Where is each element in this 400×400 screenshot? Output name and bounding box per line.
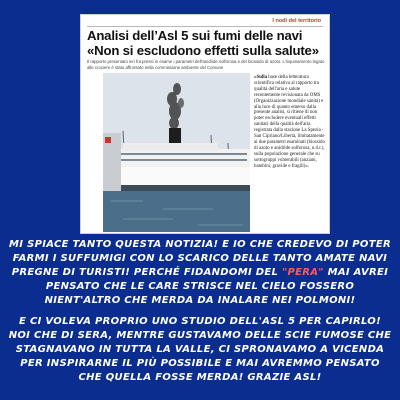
comment-paragraph-1 bbox=[8, 238, 392, 308]
article-lead: «Sulla bbox=[254, 75, 268, 80]
comment-p1-before: MI SPIACE TANTO QUESTA NOTIZIA! E IO CHE CREDEVO DI POTER FARMI I SUFFUMIGI CON LO SCARICO DELLE TANTO AMATE NAVI PREGNE DI TURISTI! PERCHÉ FIDANDOMI DEL bbox=[9, 239, 391, 278]
ship-smoke-photo bbox=[103, 73, 250, 232]
comment-paragraph-2: E CI VOLEVA PROPRIO UNO STUDIO DELL'ASL 5 PER CAPIRLO! NOI CHE DI SERA, MENTRE GUSTAVAMO DELLE SCIE FUMOSE CHE STAGNAVANO IN TUTTA LA VALLE, CI SPRONAVAMO A VICENDA PER INSPIRARNE IL PIÙ POSSIBILE E MAI AVREMMO PENSATO CHE QUELLA FOSSE MERDA! GRAZIE ASL! bbox=[8, 316, 392, 383]
headline-line-2: «Non si escludono effetti sulla salute» bbox=[87, 42, 319, 58]
article-lede: Il rapporto presentato ieri fra pressi in esame i parametri dell'anidride solforosa e del biossido di azoto. L'inquinamento legato alle crociere è stato affrontato nella commissione ambiente del Comune bbox=[87, 59, 325, 70]
newspaper-clipping bbox=[80, 14, 330, 234]
pera-highlight: "PERA" bbox=[281, 267, 324, 278]
ship-smoke-illustration bbox=[103, 73, 250, 232]
comment-p1-after: MAI AVREI PENSATO CHE LE CARE STRISCE NEL CIELO FOSSERO NIENT'ALTRO CHE MERDA DA INALARE NEI POLMONI! bbox=[44, 267, 389, 306]
section-divider bbox=[87, 26, 323, 27]
article-text: base della letteratura scientifica relativa al rapporto tra qualità dell'aria e salute recentemente revisionata da OMS (Organizzazione mondiale sanità) e alla luce di quanto emerso dalla presente analisi, si ritiene di non poter escludere eventuali effetti sanitari della qualità dell'aria registrata dalla stazione La Spezia - San Cipriano/Libertà, limitatamente ai due parametri esaminati (biossido di azoto e anidride solforosa, n.d.r.), sulla popolazione generale che su sottogruppi vulnerabili (anziani, bambini, gravide e fragili)». bbox=[254, 75, 325, 169]
headline-line-1: Analisi dell’Asl 5 sui fumi delle navi bbox=[87, 28, 303, 43]
headline bbox=[87, 29, 327, 58]
article-body bbox=[254, 75, 325, 170]
section-tag: I nodi del territorio bbox=[272, 18, 321, 24]
